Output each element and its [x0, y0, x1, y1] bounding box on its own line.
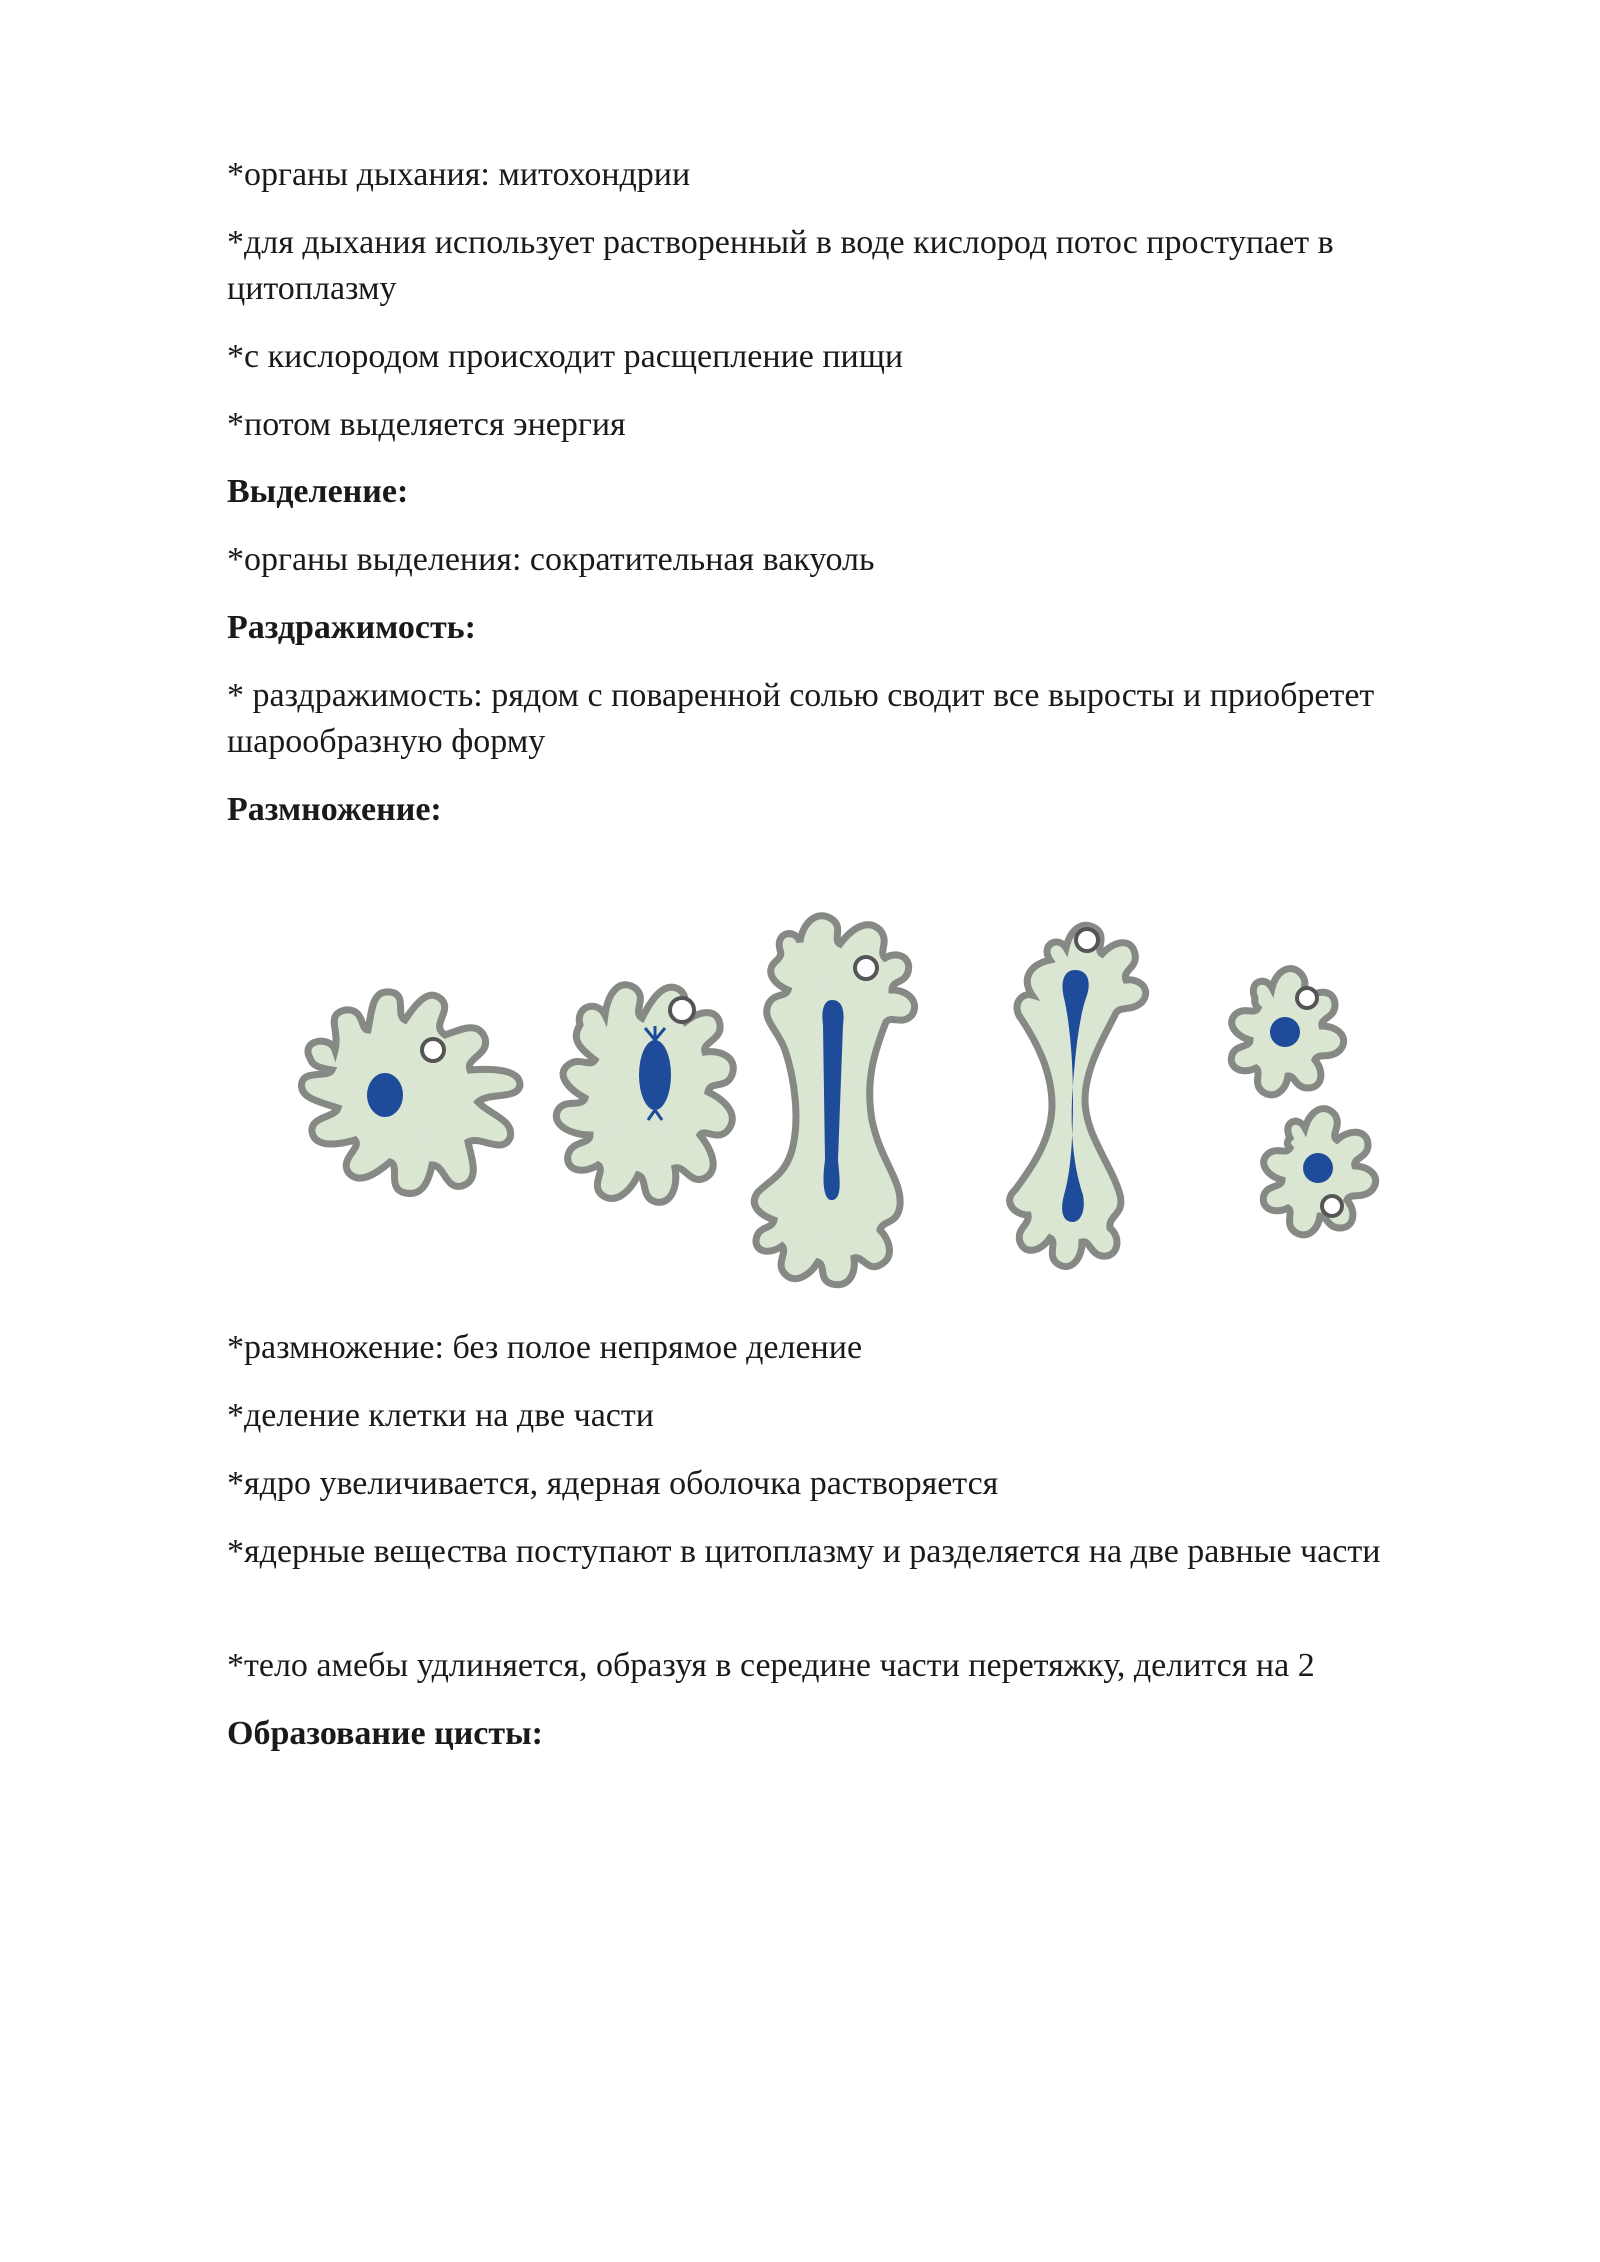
paragraph-oxygen: *для дыхания использует растворенный в воде кислород потос проступает в цитоплазму [227, 224, 1334, 307]
amoeba-stage-5-bottom [1263, 1109, 1375, 1235]
paragraph-cell-division: *деление клетки на две части [227, 1397, 654, 1434]
amoeba-stage-1 [302, 992, 520, 1194]
paragraph-excretion: *органы выделения: сократительная вакуоль [227, 541, 875, 578]
paragraph-food-breakdown: *с кислородом происходит расщепление пищи [227, 338, 904, 375]
heading-irritability: Раздражимость: [227, 609, 476, 646]
amoeba-division-svg [280, 880, 1480, 1310]
paragraph-body-elongates: *тело амебы удлиняется, образуя в середине части перетяжку, делится на 2 [227, 1647, 1315, 1684]
heading-reproduction: Размножение: [227, 791, 442, 828]
heading-cyst-formation: Образование цисты: [227, 1715, 543, 1752]
paragraph-energy: *потом выделяется энергия [227, 406, 626, 443]
amoeba-stage-4 [1010, 925, 1146, 1266]
amoeba-stage-3 [754, 916, 914, 1285]
paragraph-reproduction-type: *размножение: без полое непрямое деление [227, 1329, 863, 1366]
amoeba-stage-5-top [1231, 969, 1343, 1095]
paragraph-respiration-organs: *органы дыхания: митохондрии [227, 156, 691, 193]
paragraph-irritability: * раздражимость: рядом с поваренной солью сводит все выросты и приобретет шарообразную форму [227, 677, 1375, 760]
amoeba-stage-2 [556, 985, 733, 1203]
amoeba-division-illustration [280, 880, 1480, 1310]
paragraph-nucleus-enlarges: *ядро увеличивается, ядерная оболочка растворяется [227, 1465, 999, 1502]
heading-excretion: Выделение: [227, 473, 409, 510]
paragraph-nuclear-substances: *ядерные вещества поступают в цитоплазму и разделяется на две равные части [227, 1533, 1381, 1570]
